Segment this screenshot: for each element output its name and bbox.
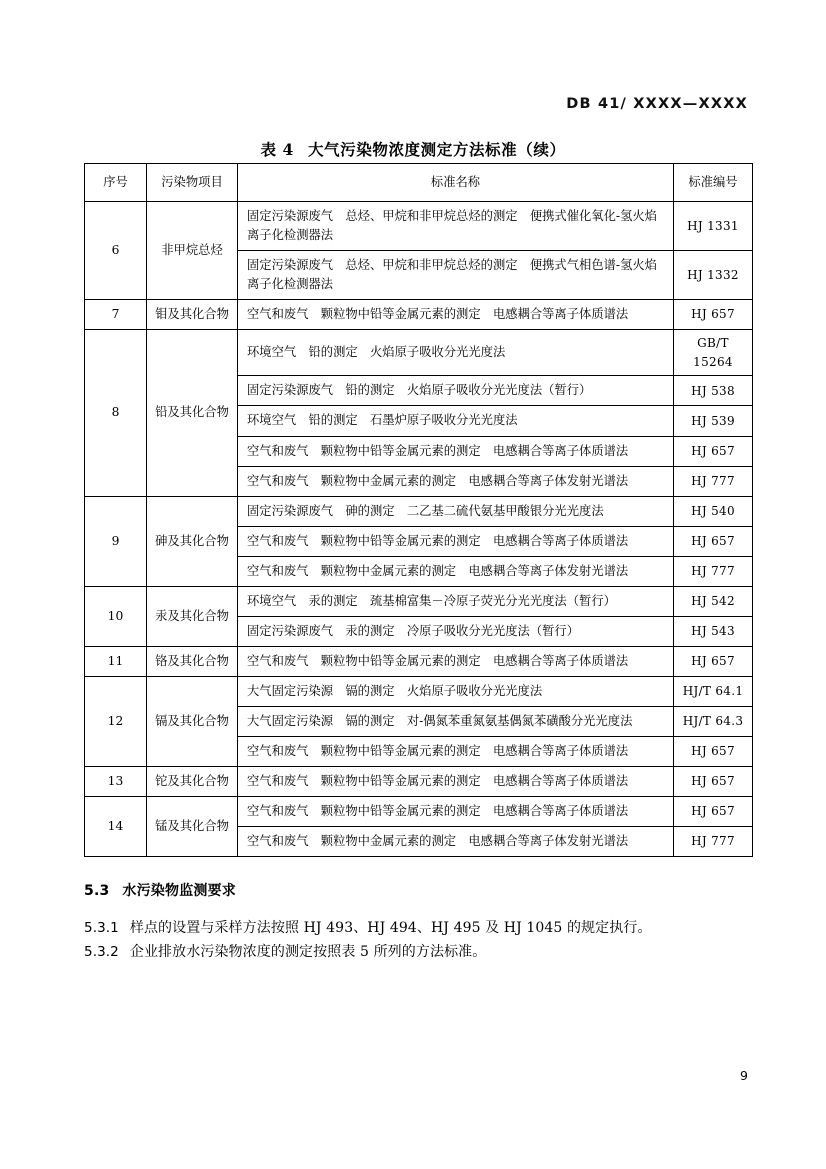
column-header-standard-code: 标准编号 <box>674 164 753 202</box>
pollutant-value: 铊及其化合物 <box>155 774 229 789</box>
table-body <box>85 202 753 857</box>
standard-code-value: HJ 657 <box>691 774 735 789</box>
cell-standard-code <box>674 556 753 586</box>
standard-name-value: 固定污染源废气 总烃、甲烷和非甲烷总烃的测定 便携式催化氧化-氢火焰离子化检测器法 <box>247 209 657 243</box>
standard-code-value: HJ 777 <box>691 473 735 488</box>
standard-name-value: 环境空气 铅的测定 石墨炉原子吸收分光光度法 <box>247 413 518 428</box>
cell-standard-name <box>238 376 674 406</box>
table-row <box>85 496 753 526</box>
table-row <box>85 767 753 797</box>
standard-code-value: HJ 540 <box>691 503 735 518</box>
cell-standard-name <box>238 556 674 586</box>
page-number: 9 <box>740 1068 748 1083</box>
standard-name-value: 空气和废气 颗粒物中铅等金属元素的测定 电感耦合等离子体质谱法 <box>247 533 629 548</box>
cell-standard-code <box>674 616 753 646</box>
standard-name-value: 固定污染源废气 砷的测定 二乙基二硫代氨基甲酸银分光光度法 <box>247 503 604 518</box>
cell-standard-code <box>674 300 753 330</box>
cell-standard-code <box>674 676 753 706</box>
standard-code-value: HJ 1332 <box>687 267 739 282</box>
table-caption <box>0 138 826 160</box>
standard-name-value: 空气和废气 颗粒物中铅等金属元素的测定 电感耦合等离子体质谱法 <box>247 443 629 458</box>
section-heading-text: 水污染物监测要求 <box>122 883 237 899</box>
cell-standard-code <box>674 376 753 406</box>
cell-pollutant <box>147 496 238 586</box>
pollutant-value: 铅及其化合物 <box>155 405 229 420</box>
section-heading-number: 5.3 <box>84 883 110 899</box>
cell-pollutant <box>147 676 238 766</box>
standard-name-value: 空气和废气 颗粒物中铅等金属元素的测定 电感耦合等离子体质谱法 <box>247 307 629 322</box>
standard-code-value: HJ 657 <box>691 744 735 759</box>
standard-name-value: 空气和废气 颗粒物中金属元素的测定 电感耦合等离子体发射光谱法 <box>247 563 629 578</box>
column-header-serial: 序号 <box>85 164 147 202</box>
pollutant-value: 锰及其化合物 <box>155 819 229 834</box>
paragraph-number-5-3-2: 5.3.2 <box>84 944 119 961</box>
standard-name-value: 空气和废气 颗粒物中铅等金属元素的测定 电感耦合等离子体质谱法 <box>247 653 629 668</box>
cell-standard-code <box>674 251 753 300</box>
cell-pollutant <box>147 202 238 300</box>
cell-standard-code <box>674 330 753 376</box>
section-paragraph-5-3-1 <box>84 916 748 940</box>
serial-value: 11 <box>107 653 124 668</box>
standard-name-value: 大气固定污染源 镉的测定 对-偶氮苯重氮氨基偶氮苯磺酸分光光度法 <box>247 713 633 728</box>
standard-code-value: HJ 1331 <box>687 218 739 233</box>
cell-standard-code <box>674 406 753 436</box>
standard-name-value: 环境空气 汞的测定 巯基棉富集－冷原子荧光分光光度法（暂行） <box>247 593 616 608</box>
paragraph-text-5-3-2: 企业排放水污染物浓度的测定按照表 5 所列的方法标准。 <box>129 944 487 961</box>
cell-pollutant <box>147 646 238 676</box>
cell-standard-code <box>674 706 753 736</box>
cell-standard-name <box>238 526 674 556</box>
section-paragraph-5-3-2 <box>84 940 748 964</box>
standard-name-value: 空气和废气 颗粒物中铅等金属元素的测定 电感耦合等离子体质谱法 <box>247 804 629 819</box>
cell-standard-code <box>674 436 753 466</box>
serial-value: 7 <box>111 307 120 322</box>
cell-standard-code <box>674 526 753 556</box>
cell-serial <box>85 496 147 586</box>
section-5-3 <box>84 880 748 964</box>
column-header-standard-name: 标准名称 <box>238 164 674 202</box>
cell-serial <box>85 767 147 797</box>
table-row <box>85 646 753 676</box>
cell-standard-name <box>238 736 674 766</box>
standard-code-value: HJ/T 64.3 <box>682 714 744 729</box>
pollutant-value: 砷及其化合物 <box>155 533 229 548</box>
serial-value: 12 <box>107 713 124 728</box>
cell-serial <box>85 586 147 646</box>
serial-value: 6 <box>111 243 120 258</box>
serial-value: 9 <box>111 533 120 548</box>
cell-standard-name <box>238 466 674 496</box>
cell-serial <box>85 797 147 857</box>
table-row <box>85 330 753 376</box>
cell-serial <box>85 330 147 496</box>
cell-pollutant <box>147 300 238 330</box>
standard-code-value: HJ 777 <box>691 834 735 849</box>
pollutant-value: 非甲烷总烃 <box>161 243 223 258</box>
paragraph-number-5-3-1: 5.3.1 <box>84 920 119 936</box>
cell-standard-name <box>238 300 674 330</box>
standard-code-value: HJ 538 <box>691 383 735 398</box>
standard-code-value: HJ 657 <box>691 443 735 458</box>
standard-name-value: 大气固定污染源 镉的测定 火焰原子吸收分光光度法 <box>247 683 543 698</box>
pollutant-value: 汞及其化合物 <box>155 608 229 623</box>
cell-pollutant <box>147 767 238 797</box>
section-heading <box>84 880 748 900</box>
cell-standard-name <box>238 706 674 736</box>
cell-standard-name <box>238 586 674 616</box>
cell-standard-name <box>238 436 674 466</box>
cell-pollutant <box>147 586 238 646</box>
cell-serial <box>85 646 147 676</box>
serial-value: 10 <box>107 608 124 623</box>
standard-name-value: 空气和废气 颗粒物中金属元素的测定 电感耦合等离子体发射光谱法 <box>247 834 629 849</box>
cell-standard-name <box>238 202 674 251</box>
table-caption-text: 大气污染物浓度测定方法标准（续） <box>307 140 566 159</box>
standard-name-value: 空气和废气 颗粒物中铅等金属元素的测定 电感耦合等离子体质谱法 <box>247 774 629 789</box>
standard-code-value: HJ 542 <box>691 593 735 608</box>
cell-standard-code <box>674 797 753 827</box>
cell-serial <box>85 202 147 300</box>
cell-standard-name <box>238 767 674 797</box>
standard-code-value: HJ 539 <box>691 413 735 428</box>
cell-standard-code <box>674 736 753 766</box>
cell-serial <box>85 676 147 766</box>
standard-name-value: 固定污染源废气 铅的测定 火焰原子吸收分光光度法（暂行） <box>247 383 592 398</box>
page-header-standard-code: DB 41/ XXXX—XXXX <box>566 96 748 112</box>
standard-code-value: HJ 657 <box>691 654 735 669</box>
cell-standard-name <box>238 616 674 646</box>
table-row <box>85 300 753 330</box>
cell-pollutant <box>147 797 238 857</box>
standard-name-value: 空气和废气 颗粒物中铅等金属元素的测定 电感耦合等离子体质谱法 <box>247 743 629 758</box>
cell-standard-code <box>674 466 753 496</box>
table-row <box>85 202 753 251</box>
table-row <box>85 797 753 827</box>
table-row <box>85 676 753 706</box>
serial-value: 8 <box>111 405 120 420</box>
cell-standard-name <box>238 330 674 376</box>
cell-standard-code <box>674 827 753 857</box>
cell-standard-code <box>674 496 753 526</box>
cell-standard-code <box>674 767 753 797</box>
standard-code-value: HJ 543 <box>691 624 735 639</box>
table-header-row <box>85 164 753 202</box>
table-caption-prefix: 表 4 <box>260 140 294 159</box>
cell-standard-name <box>238 676 674 706</box>
air-pollutant-methods-table <box>84 163 753 857</box>
standard-code-value: HJ 657 <box>691 307 735 322</box>
standard-name-value: 环境空气 铅的测定 火焰原子吸收分光光度法 <box>247 345 506 360</box>
cell-standard-name <box>238 827 674 857</box>
column-header-pollutant: 污染物项目 <box>147 164 238 202</box>
cell-standard-name <box>238 496 674 526</box>
standard-name-value: 空气和废气 颗粒物中金属元素的测定 电感耦合等离子体发射光谱法 <box>247 473 629 488</box>
serial-value: 13 <box>107 774 124 789</box>
standard-code-value: HJ 777 <box>691 563 735 578</box>
pollutant-value: 镉及其化合物 <box>155 713 229 728</box>
standard-name-value: 固定污染源废气 汞的测定 冷原子吸收分光光度法（暂行） <box>247 623 580 638</box>
cell-standard-name <box>238 251 674 300</box>
standard-code-value: HJ/T 64.1 <box>682 684 744 699</box>
cell-standard-code <box>674 586 753 616</box>
cell-standard-code <box>674 646 753 676</box>
pollutant-value: 钼及其化合物 <box>155 307 229 322</box>
table-row <box>85 586 753 616</box>
paragraph-text-5-3-1: 样点的设置与采样方法按照 HJ 493、HJ 494、HJ 495 及 HJ 1045 的规定执行。 <box>129 920 652 936</box>
pollutant-value: 铬及其化合物 <box>155 653 229 668</box>
cell-standard-name <box>238 797 674 827</box>
standard-code-value: GB/T 15264 <box>693 336 733 369</box>
standard-code-value: HJ 657 <box>691 533 735 548</box>
cell-pollutant <box>147 330 238 496</box>
cell-standard-name <box>238 406 674 436</box>
cell-standard-code <box>674 202 753 251</box>
serial-value: 14 <box>107 819 124 834</box>
cell-standard-name <box>238 646 674 676</box>
cell-serial <box>85 300 147 330</box>
standard-code-value: HJ 657 <box>691 804 735 819</box>
standard-name-value: 固定污染源废气 总烃、甲烷和非甲烷总烃的测定 便携式气相色谱-氢火焰离子化检测器法 <box>247 258 657 292</box>
